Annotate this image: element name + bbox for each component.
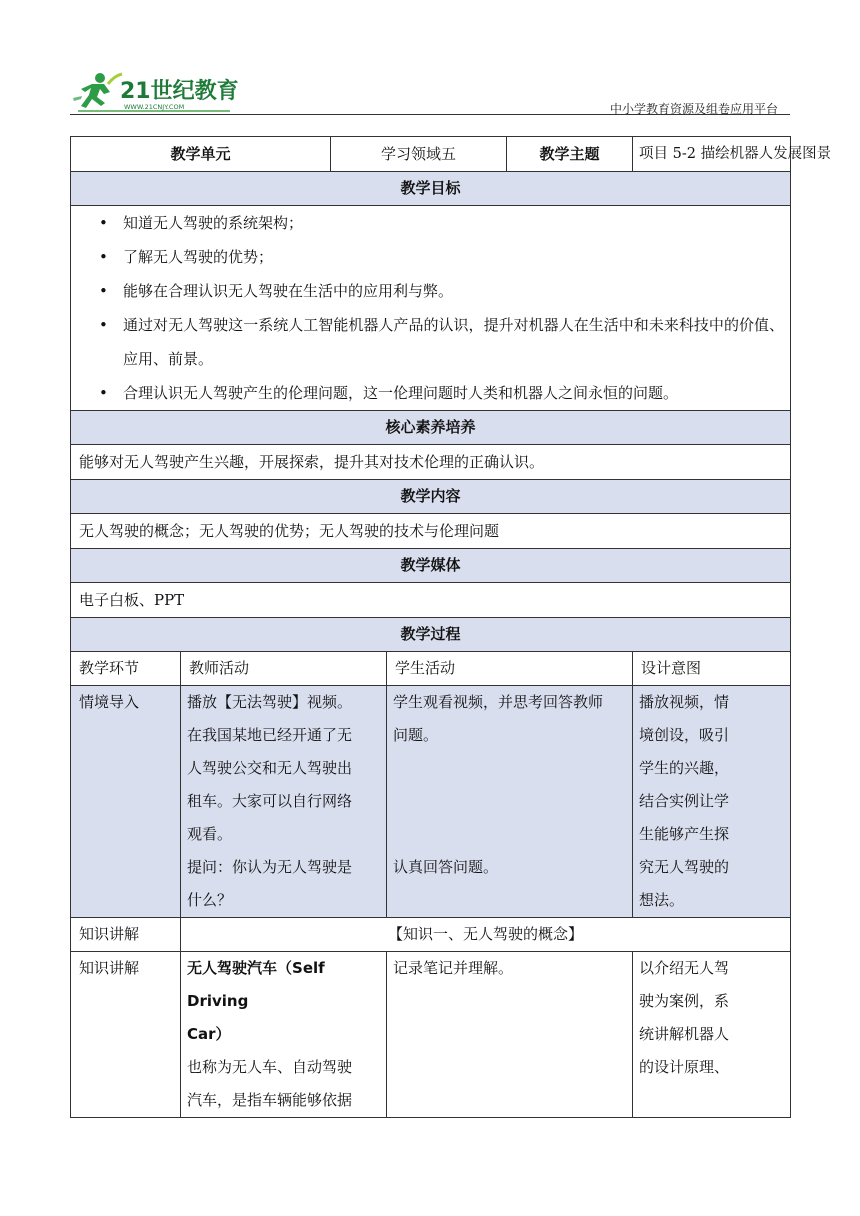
student-activity: 记录笔记并理解。 — [387, 952, 633, 1118]
content-text: 无人驾驶的概念；无人驾驶的优势；无人驾驶的技术与伦理问题 — [71, 514, 791, 549]
page-header — [70, 70, 790, 116]
col-header-intent: 设计意图 — [633, 652, 791, 686]
stage-cell: 情境导入 — [71, 686, 181, 918]
goal-item: • 合理认识无人驾驶产生的伦理问题，这一伦理问题时人类和机器人之间永恒的问题。 — [123, 376, 790, 410]
stage-cell: 知识讲解 — [71, 952, 181, 1118]
process-row-knowledge-banner — [71, 918, 791, 952]
core-title: 核心素养培养 — [71, 411, 791, 445]
design-intent: 以介绍无人驾 驶为案例，系 统讲解机器人 的设计原理、 — [633, 952, 791, 1118]
goals-cell — [71, 206, 791, 411]
student-activity: 学生观看视频，并思考回答教师 问题。 认真回答问题。 — [387, 686, 633, 918]
topic-label: 教学主题 — [507, 137, 633, 172]
design-intent: 播放视频，情 境创设，吸引 学生的兴趣， 结合实例让学 生能够产生探 究无人驾驶的 想法。 — [633, 686, 791, 918]
core-text: 能够对无人驾驶产生兴趣，开展探索，提升其对技术伦理的正确认识。 — [71, 445, 791, 480]
col-header-student: 学生活动 — [387, 652, 633, 686]
svg-text:WWW.21CNJY.COM: WWW.21CNJY.COM — [124, 103, 185, 111]
media-text: 电子白板、PPT — [71, 583, 791, 618]
process-row-knowledge — [71, 952, 791, 1118]
process-header-row — [71, 652, 791, 686]
unit-value: 学习领域五 — [331, 137, 507, 172]
goal-item: • 通过对无人驾驶这一系统人工智能机器人产品的认识，提升对机器人在生活中和未来科技中的价值、应用、前景。 — [123, 308, 790, 376]
col-header-stage: 教学环节 — [71, 652, 181, 686]
process-row-intro — [71, 686, 791, 918]
goal-item: • 能够在合理认识无人驾驶在生活中的应用利与弊。 — [123, 274, 790, 308]
header-divider — [70, 114, 790, 115]
goals-list — [71, 206, 790, 410]
21cnjy-logo — [70, 70, 270, 114]
knowledge-banner: 【知识一、无人驾驶的概念】 — [181, 918, 791, 952]
goal-item: • 知道无人驾驶的系统架构； — [123, 206, 790, 240]
unit-label: 教学单元 — [71, 137, 331, 172]
topic-value: 项目 5-2 描绘机器人发展图景 — [633, 137, 791, 172]
content-title: 教学内容 — [71, 480, 791, 514]
goals-title: 教学目标 — [71, 172, 791, 206]
teacher-activity: 无人驾驶汽车（Self Driving Car） 也称为无人车、自动驾驶 汽车，是指车辆能够依据 — [181, 952, 387, 1118]
info-row — [71, 137, 791, 172]
stage-cell: 知识讲解 — [71, 918, 181, 952]
goal-item: • 了解无人驾驶的优势； — [123, 240, 790, 274]
svg-text:21世纪教育: 21世纪教育 — [120, 79, 239, 104]
teacher-activity: 播放【无法驾驶】视频。 在我国某地已经开通了无 人驾驶公交和无人驾驶出 租车。大家可以自行网络 观看。 提问：你认为无人驾驶是 什么？ — [181, 686, 387, 918]
process-title: 教学过程 — [71, 618, 791, 652]
col-header-teacher: 教师活动 — [181, 652, 387, 686]
media-title: 教学媒体 — [71, 549, 791, 583]
header-platform-text: 中小学教育资源及组卷应用平台 — [609, 102, 778, 116]
lesson-plan-table — [70, 136, 832, 1118]
